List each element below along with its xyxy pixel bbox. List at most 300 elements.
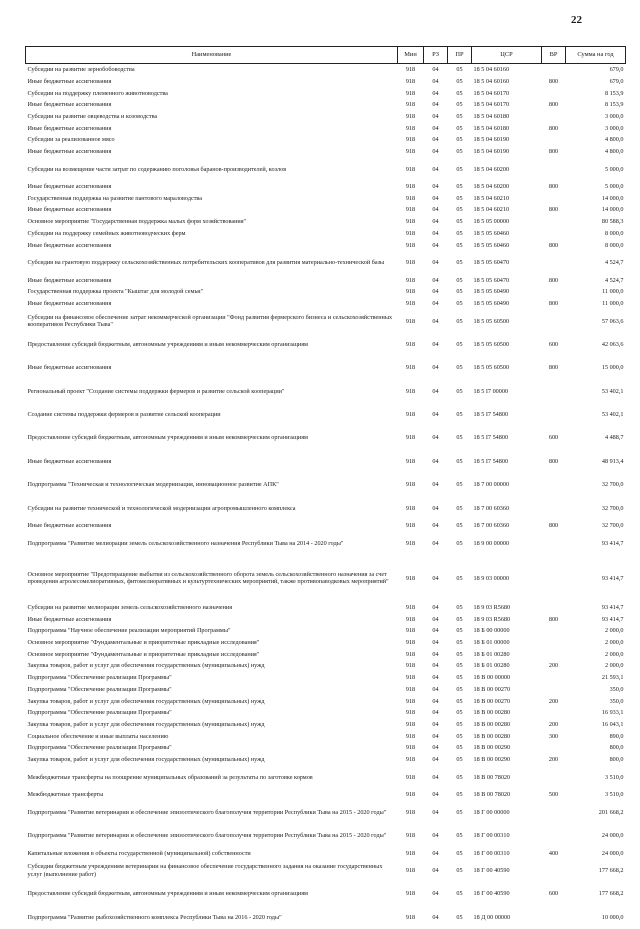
cell-csr: 18 В 00 00280 [472,730,542,742]
cell-csr: 18 9 03 00000 [472,555,542,602]
cell-pr: 05 [448,204,472,216]
cell-sum: 5 000,0 [566,158,626,181]
table-row [26,251,626,274]
cell-min: 918 [398,707,424,719]
table-row [26,146,626,158]
cell-rz: 04 [424,286,448,298]
cell-min: 918 [398,672,424,684]
cell-rz: 04 [424,754,448,766]
table-row [26,76,626,88]
cell-pr: 05 [448,251,472,274]
cell-pr: 05 [448,637,472,649]
cell-vr [542,286,566,298]
cell-vr: 800 [542,356,566,379]
table-row [26,64,626,76]
cell-pr: 05 [448,239,472,251]
cell-sum: 24 000,0 [566,824,626,847]
cell-csr: 18 В 00 00290 [472,742,542,754]
cell-name: Иные бюджетные ассигнования [26,298,398,310]
cell-csr: 18 5 04 60210 [472,204,542,216]
cell-min: 918 [398,859,424,882]
cell-rz: 04 [424,742,448,754]
cell-csr: 18 Б 01 00000 [472,637,542,649]
cell-csr: 18 5 05 60500 [472,356,542,379]
cell-rz: 04 [424,765,448,788]
cell-min: 918 [398,801,424,824]
cell-rz: 04 [424,111,448,123]
cell-sum: 2 000,0 [566,637,626,649]
cell-rz: 04 [424,707,448,719]
cell-name: Государственная поддержка на развитие пантового мараловодства [26,193,398,205]
table-row [26,333,626,356]
cell-rz: 04 [424,309,448,332]
cell-vr [542,555,566,602]
cell-vr: 200 [542,695,566,707]
cell-vr [542,672,566,684]
cell-min: 918 [398,309,424,332]
cell-rz: 04 [424,859,448,882]
cell-csr: 18 5 05 60470 [472,274,542,286]
cell-vr: 800 [542,450,566,473]
cell-pr: 05 [448,122,472,134]
cell-csr: 18 5 04 60160 [472,76,542,88]
cell-pr: 05 [448,719,472,731]
cell-csr: 18 В 00 00280 [472,707,542,719]
table-row [26,602,626,614]
cell-sum: 53 402,1 [566,380,626,403]
cell-sum: 10 000,0 [566,906,626,929]
cell-vr [542,707,566,719]
cell-pr: 05 [448,228,472,240]
header-name: Наименование [26,47,398,64]
table-row [26,660,626,672]
cell-rz: 04 [424,847,448,859]
table-row [26,239,626,251]
table-row [26,134,626,146]
cell-vr: 800 [542,146,566,158]
cell-pr: 05 [448,181,472,193]
cell-min: 918 [398,450,424,473]
cell-name: Подпрограмма "Развитие рыбохозяйственного комплекса Республики Тыва на 2016 - 2020 годы" [26,906,398,929]
cell-csr: 18 Г 00 00310 [472,824,542,847]
cell-name: Иные бюджетные ассигнования [26,204,398,216]
table-row [26,356,626,379]
cell-vr: 800 [542,122,566,134]
cell-vr: 300 [542,730,566,742]
cell-sum: 14 000,0 [566,204,626,216]
cell-sum: 350,0 [566,684,626,696]
cell-min: 918 [398,824,424,847]
cell-vr: 800 [542,239,566,251]
cell-min: 918 [398,251,424,274]
cell-pr: 05 [448,847,472,859]
cell-name: Иные бюджетные ассигнования [26,181,398,193]
cell-pr: 05 [448,789,472,801]
cell-pr: 05 [448,602,472,614]
cell-name: Закупка товаров, работ и услуг для обеспечения государственных (муниципальных) нужд [26,695,398,707]
cell-vr: 800 [542,520,566,532]
cell-vr [542,801,566,824]
cell-min: 918 [398,64,424,76]
cell-csr: 18 В 00 78020 [472,789,542,801]
cell-csr: 18 5 05 60490 [472,298,542,310]
cell-min: 918 [398,286,424,298]
cell-vr [542,473,566,496]
cell-name: Иные бюджетные ассигнования [26,99,398,111]
cell-rz: 04 [424,204,448,216]
cell-sum: 16 933,1 [566,707,626,719]
cell-min: 918 [398,239,424,251]
cell-rz: 04 [424,637,448,649]
cell-pr: 05 [448,356,472,379]
cell-min: 918 [398,742,424,754]
cell-sum: 15 000,0 [566,356,626,379]
cell-pr: 05 [448,520,472,532]
cell-sum: 4 488,7 [566,426,626,449]
cell-name: Субсидии на финансовое обеспечение затрат некоммерческой организации "Фонд развития фермерского бизнеса и сельскохозяйственных кооперативов Республики Тыва" [26,309,398,332]
cell-min: 918 [398,649,424,661]
cell-pr: 05 [448,497,472,520]
cell-name: Капитальные вложения в объекты государственной (муниципальной) собственности [26,847,398,859]
cell-name: Иные бюджетные ассигнования [26,614,398,626]
cell-csr: 18 5 05 60460 [472,228,542,240]
cell-pr: 05 [448,274,472,286]
cell-csr: 18 7 00 00000 [472,473,542,496]
cell-name: Субсидия на грантовую поддержку сельскохозяйственных потребительских кооперативов для развития материально-технической базы [26,251,398,274]
cell-sum: 5 000,0 [566,181,626,193]
table-row [26,695,626,707]
cell-vr: 800 [542,181,566,193]
cell-name: Иные бюджетные ассигнования [26,146,398,158]
table-row [26,765,626,788]
cell-csr: 18 5 05 60500 [472,309,542,332]
header-vr: ВР [542,47,566,64]
cell-rz: 04 [424,146,448,158]
cell-rz: 04 [424,532,448,555]
header-sum: Сумма на год [566,47,626,64]
cell-vr [542,625,566,637]
cell-name: Основное мероприятие "Предотвращение выбытия из сельскохозяйственного оборота земель сельскохозяйственного назначения за счет проведения агролесомелиоративных, фитомелиоративных и культуртехнических мероприятий, также противопаводковых мероприятий" [26,555,398,602]
cell-min: 918 [398,637,424,649]
cell-csr: 18 5 04 60170 [472,99,542,111]
cell-sum: 11 000,0 [566,286,626,298]
cell-rz: 04 [424,625,448,637]
cell-vr [542,193,566,205]
table-row [26,882,626,905]
cell-vr [542,602,566,614]
cell-rz: 04 [424,87,448,99]
cell-name: Иные бюджетные ассигнования [26,450,398,473]
cell-sum: 93 414,7 [566,602,626,614]
cell-pr: 05 [448,882,472,905]
cell-rz: 04 [424,660,448,672]
cell-min: 918 [398,684,424,696]
cell-csr: 18 В 00 00280 [472,719,542,731]
cell-vr [542,216,566,228]
table-body [26,64,626,929]
cell-csr: 18 Г 00 40590 [472,859,542,882]
cell-sum: 14 000,0 [566,193,626,205]
cell-name: Региональный проект "Создание системы поддержки фермеров и развитие сельской кооперации" [26,380,398,403]
cell-name: Подпрограмма "Обеспечение реализации Программы" [26,672,398,684]
cell-rz: 04 [424,181,448,193]
cell-min: 918 [398,111,424,123]
cell-rz: 04 [424,602,448,614]
cell-sum: 8 000,0 [566,239,626,251]
cell-name: Закупка товаров, работ и услуг для обеспечения государственных (муниципальных) нужд [26,754,398,766]
table-row [26,111,626,123]
header-csr: ЦСР [472,47,542,64]
cell-rz: 04 [424,649,448,661]
cell-sum: 201 668,2 [566,801,626,824]
cell-sum: 8 153,9 [566,87,626,99]
cell-pr: 05 [448,684,472,696]
cell-min: 918 [398,882,424,905]
cell-csr: 18 5 04 60180 [472,111,542,123]
cell-sum: 3 000,0 [566,111,626,123]
cell-csr: 18 В 00 00270 [472,684,542,696]
cell-min: 918 [398,695,424,707]
cell-csr: 18 9 03 R5680 [472,602,542,614]
cell-sum: 2 000,0 [566,660,626,672]
cell-sum: 24 000,0 [566,847,626,859]
cell-min: 918 [398,520,424,532]
cell-csr: 18 В 00 00000 [472,672,542,684]
cell-vr [542,765,566,788]
cell-min: 918 [398,847,424,859]
cell-pr: 05 [448,309,472,332]
table-row [26,426,626,449]
cell-sum: 48 913,4 [566,450,626,473]
cell-csr: 18 Г 00 00000 [472,801,542,824]
cell-vr [542,309,566,332]
cell-sum: 800,0 [566,742,626,754]
cell-vr [542,649,566,661]
cell-name: Подпрограмма "Обеспечение реализации Программы" [26,684,398,696]
table-row [26,87,626,99]
cell-csr: 18 5 I7 54800 [472,426,542,449]
cell-sum: 93 414,7 [566,532,626,555]
cell-vr [542,742,566,754]
table-row [26,497,626,520]
cell-name: Субсидии на развитие мелиорации земель сельскохозяйственного назначения [26,602,398,614]
cell-pr: 05 [448,754,472,766]
cell-name: Иные бюджетные ассигнования [26,274,398,286]
cell-pr: 05 [448,99,472,111]
cell-vr [542,637,566,649]
cell-sum: 4 800,0 [566,146,626,158]
cell-pr: 05 [448,859,472,882]
cell-sum: 42 063,6 [566,333,626,356]
cell-pr: 05 [448,824,472,847]
cell-sum: 11 000,0 [566,298,626,310]
cell-rz: 04 [424,555,448,602]
cell-rz: 04 [424,450,448,473]
cell-vr: 800 [542,76,566,88]
cell-pr: 05 [448,158,472,181]
cell-sum: 8 153,9 [566,99,626,111]
cell-vr: 500 [542,789,566,801]
cell-name: Основное мероприятие "Фундаментальные и приоритетные прикладные исследования" [26,637,398,649]
cell-min: 918 [398,532,424,555]
cell-vr [542,684,566,696]
cell-min: 918 [398,426,424,449]
cell-rz: 04 [424,356,448,379]
cell-name: Иные бюджетные ассигнования [26,239,398,251]
cell-min: 918 [398,754,424,766]
cell-csr: 18 Б 01 00280 [472,649,542,661]
cell-name: Иные бюджетные ассигнования [26,356,398,379]
cell-sum: 93 414,7 [566,614,626,626]
cell-vr: 800 [542,614,566,626]
cell-min: 918 [398,87,424,99]
cell-csr: 18 5 05 00000 [472,216,542,228]
cell-name: Подпрограмма "Техническая и технологическая модернизация, инновационное развитие АПК" [26,473,398,496]
cell-rz: 04 [424,672,448,684]
cell-rz: 04 [424,333,448,356]
table-row [26,614,626,626]
cell-sum: 4 524,7 [566,251,626,274]
cell-csr: 18 5 05 60460 [472,239,542,251]
cell-csr: 18 5 04 60170 [472,87,542,99]
cell-vr [542,228,566,240]
cell-min: 918 [398,730,424,742]
cell-min: 918 [398,181,424,193]
cell-sum: 32 700,0 [566,520,626,532]
cell-pr: 05 [448,532,472,555]
table-row [26,532,626,555]
cell-vr: 200 [542,660,566,672]
table-row [26,672,626,684]
cell-sum: 800,0 [566,754,626,766]
table-row [26,730,626,742]
cell-sum: 3 000,0 [566,122,626,134]
cell-name: Предоставление субсидий бюджетным, автономным учреждениям и иным некоммерческим организациям [26,333,398,356]
cell-rz: 04 [424,274,448,286]
cell-min: 918 [398,158,424,181]
cell-csr: 18 5 05 60470 [472,251,542,274]
cell-name: Иные бюджетные ассигнования [26,122,398,134]
cell-pr: 05 [448,672,472,684]
cell-sum: 679,0 [566,64,626,76]
cell-vr [542,380,566,403]
cell-rz: 04 [424,730,448,742]
cell-name: Подпрограмма "Обеспечение реализации Программы" [26,707,398,719]
table-row [26,684,626,696]
cell-pr: 05 [448,473,472,496]
cell-vr [542,158,566,181]
cell-vr: 600 [542,426,566,449]
table-row [26,216,626,228]
cell-min: 918 [398,146,424,158]
cell-vr [542,64,566,76]
table-row [26,801,626,824]
cell-pr: 05 [448,286,472,298]
cell-pr: 05 [448,614,472,626]
cell-csr: 18 5 04 60200 [472,158,542,181]
cell-min: 918 [398,193,424,205]
cell-vr [542,497,566,520]
table-row [26,274,626,286]
cell-rz: 04 [424,158,448,181]
cell-vr [542,532,566,555]
cell-vr: 800 [542,204,566,216]
cell-min: 918 [398,99,424,111]
table-row [26,286,626,298]
table-row [26,473,626,496]
cell-csr: 18 7 00 60360 [472,497,542,520]
cell-min: 918 [398,122,424,134]
cell-min: 918 [398,333,424,356]
cell-csr: 18 5 04 60190 [472,146,542,158]
cell-pr: 05 [448,625,472,637]
cell-csr: 18 Б 01 00280 [472,660,542,672]
cell-rz: 04 [424,134,448,146]
cell-name: Закупка товаров, работ и услуг для обеспечения государственных (муниципальных) нужд [26,719,398,731]
table-row [26,228,626,240]
cell-sum: 177 668,2 [566,859,626,882]
cell-name: Субсидии на развитие зернобобоводства [26,64,398,76]
cell-csr: 18 5 I7 00000 [472,380,542,403]
cell-pr: 05 [448,146,472,158]
cell-csr: 18 5 I7 54800 [472,403,542,426]
cell-sum: 350,0 [566,695,626,707]
table-row [26,637,626,649]
cell-rz: 04 [424,882,448,905]
cell-sum: 53 402,1 [566,403,626,426]
cell-pr: 05 [448,298,472,310]
cell-rz: 04 [424,789,448,801]
header-rz: РЗ [424,47,448,64]
cell-name: Субсидии на возмещение части затрат по содержанию поголовья баранов-производителей, козлов [26,158,398,181]
cell-pr: 05 [448,403,472,426]
table-row [26,298,626,310]
cell-pr: 05 [448,193,472,205]
table-row [26,520,626,532]
cell-name: Субсидии на развитие технической и технологической модернизации агропромышленного комплекса [26,497,398,520]
cell-rz: 04 [424,801,448,824]
cell-min: 918 [398,216,424,228]
cell-min: 918 [398,906,424,929]
cell-rz: 04 [424,99,448,111]
cell-rz: 04 [424,719,448,731]
cell-min: 918 [398,298,424,310]
cell-pr: 05 [448,742,472,754]
table-row [26,906,626,929]
cell-name: Субсидии на поддержку племенного животноводства [26,87,398,99]
cell-csr: 18 9 00 00000 [472,532,542,555]
cell-rz: 04 [424,614,448,626]
cell-vr: 400 [542,847,566,859]
cell-name: Иные бюджетные ассигнования [26,520,398,532]
table-row [26,193,626,205]
cell-pr: 05 [448,134,472,146]
table-row [26,649,626,661]
cell-csr: 18 5 04 60210 [472,193,542,205]
cell-sum: 80 588,3 [566,216,626,228]
cell-min: 918 [398,719,424,731]
table-row [26,403,626,426]
cell-min: 918 [398,380,424,403]
cell-min: 918 [398,555,424,602]
cell-name: Социальное обеспечение и иные выплаты населению [26,730,398,742]
cell-name: Субсидии на развитие овцеводства и козоводства [26,111,398,123]
cell-sum: 2 000,0 [566,625,626,637]
cell-name: Предоставление субсидий бюджетным, автономным учреждениям и иным некоммерческим организациям [26,882,398,905]
cell-name: Подпрограмма "Развитие ветеринарии и обеспечение эпизоотического благополучия территории Республики Тыва на 2015 - 2020 годы" [26,824,398,847]
cell-rz: 04 [424,298,448,310]
cell-name: Государственная поддержка проекта "Кыштаг для молодой семьи" [26,286,398,298]
